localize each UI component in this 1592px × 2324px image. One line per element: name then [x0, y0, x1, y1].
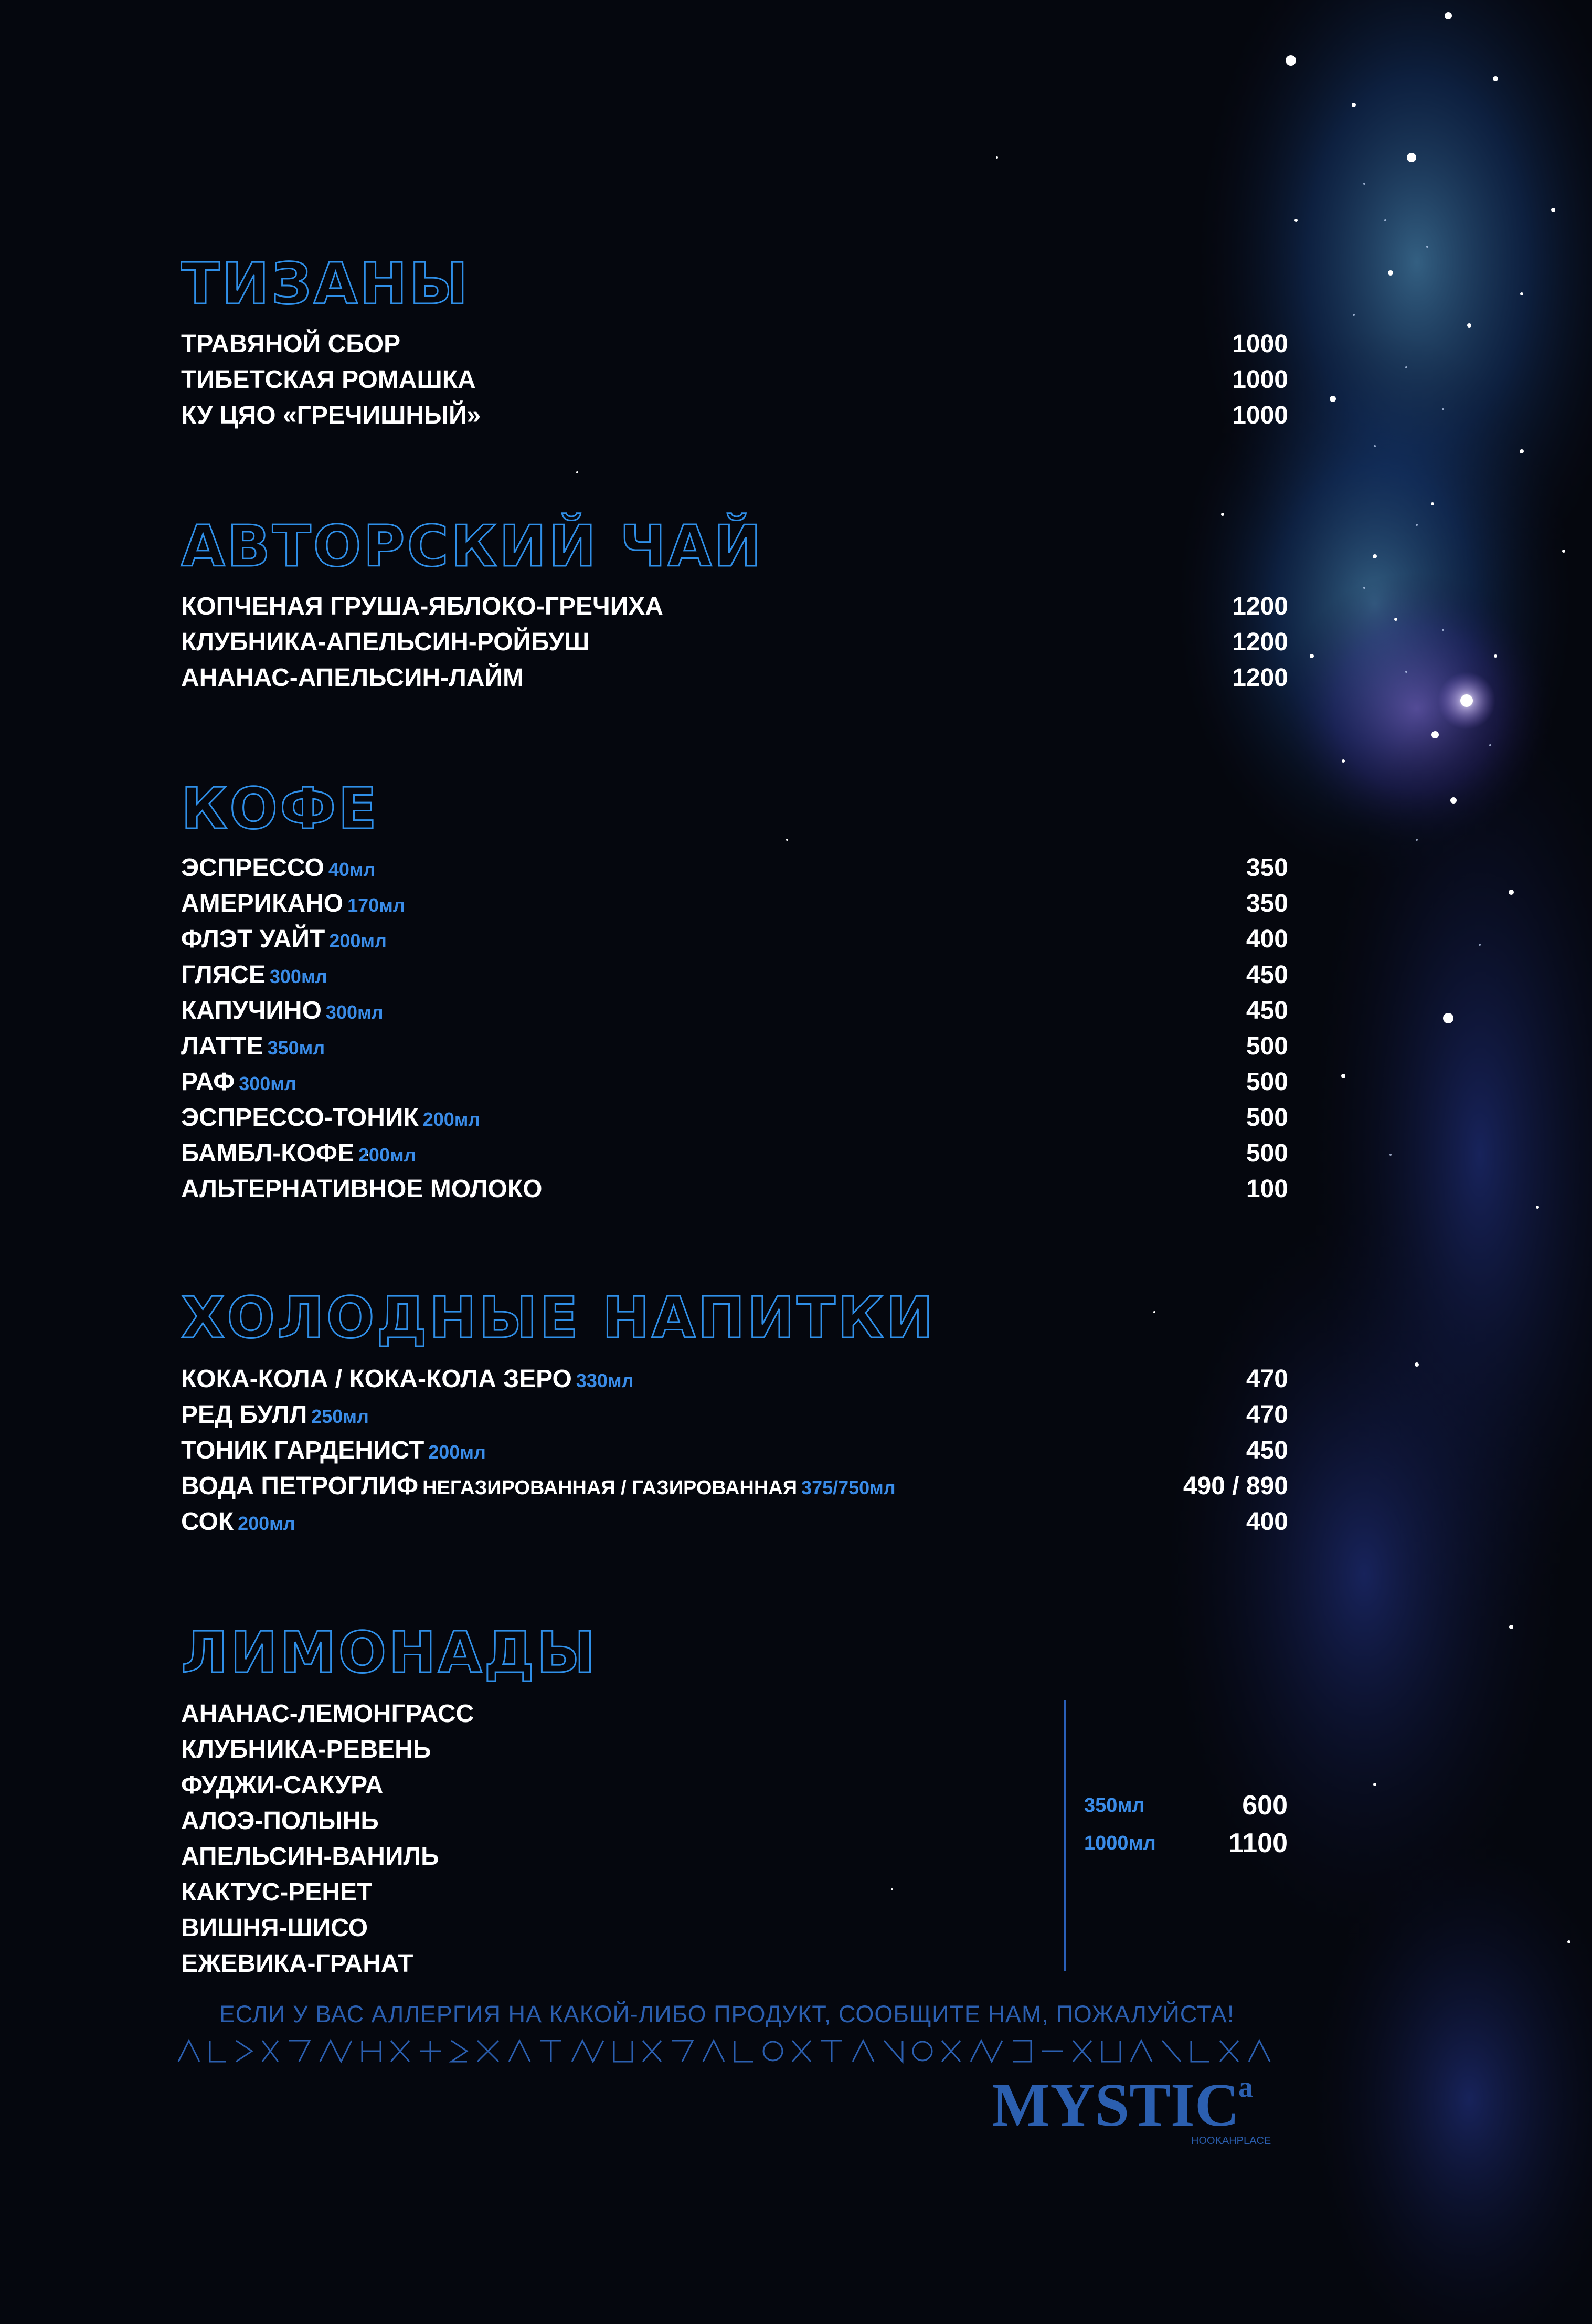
item-note: НЕГАЗИРОВАННАЯ / ГАЗИРОВАННАЯ [422, 1477, 798, 1499]
lemonade-item: КЛУБНИКА-РЕВЕНЬ [181, 1736, 431, 1763]
item-name: БАМБЛ-КОФЕ [181, 1139, 354, 1167]
menu-item [181, 398, 1288, 434]
mystica-logo [986, 2071, 1280, 2154]
item-name: ЛАТТЕ [181, 1032, 263, 1060]
item-price: 350 [1246, 854, 1288, 882]
menu-item [181, 1433, 1288, 1469]
item-name: ТОНИК ГАРДЕНИСТ [181, 1436, 424, 1464]
menu-item [181, 957, 1288, 993]
item-volume: 200мл [358, 1144, 416, 1166]
item-name: РЕД БУЛЛ [181, 1401, 307, 1429]
menu-item [181, 1029, 1288, 1064]
item-price: 1200 [1232, 628, 1288, 656]
section-title-cold-drinks: ХОЛОДНЫЕ НАПИТКИ [181, 1285, 936, 1351]
menu-item [181, 625, 1288, 660]
menu-item [181, 922, 1288, 957]
item-name: АМЕРИКАНО [181, 890, 344, 917]
menu-item [181, 1397, 1288, 1433]
menu-item [181, 326, 1288, 362]
item-name: ВОДА ПЕТРОГЛИФ [181, 1472, 419, 1500]
item-price: 450 [1246, 1436, 1288, 1464]
item-price: 470 [1246, 1401, 1288, 1429]
item-name: ФЛЭТ УАЙТ [181, 925, 325, 953]
item-volume: 200мл [329, 930, 387, 952]
lemonade-divider [1064, 1700, 1066, 1971]
menu-item [181, 362, 1288, 398]
item-name: КУ ЦЯО «ГРЕЧИШНЫЙ» [181, 402, 481, 429]
logo-text: MYSTIC [992, 2071, 1240, 2139]
menu-item [181, 1100, 1288, 1136]
item-name: ГЛЯСЕ [181, 961, 266, 989]
menu-item [181, 1504, 1288, 1540]
item-volume: 375/750мл [801, 1477, 896, 1498]
item-price: 500 [1246, 1139, 1288, 1167]
decorative-glyph-line [173, 2036, 1280, 2066]
item-price: 1200 [1232, 593, 1288, 620]
item-name: АНАНАС-АПЕЛЬСИН-ЛАЙМ [181, 664, 524, 692]
item-name: ЭСПРЕССО [181, 854, 324, 882]
lemonade-item: ВИШНЯ-ШИСО [181, 1914, 368, 1942]
menu-item [181, 660, 1288, 696]
lemonade-volume: 1000мл [1084, 1832, 1156, 1854]
menu-item [181, 1171, 1288, 1207]
section-title-lemonades: ЛИМОНАДЫ [181, 1620, 598, 1686]
item-volume: 300мл [269, 966, 327, 987]
item-volume: 300мл [239, 1073, 296, 1094]
item-name: КОКА-КОЛА / КОКА-КОЛА ЗЕРО [181, 1365, 572, 1393]
menu-item [181, 886, 1288, 922]
item-volume: 200мл [428, 1441, 486, 1463]
lemonade-volume: 350мл [1084, 1794, 1145, 1816]
item-price: 350 [1246, 890, 1288, 917]
item-price: 500 [1246, 1068, 1288, 1096]
item-volume: 250мл [311, 1406, 369, 1427]
lemonade-item: АНАНАС-ЛЕМОНГРАСС [181, 1700, 474, 1728]
item-name: ТИБЕТСКАЯ РОМАШКА [181, 366, 476, 394]
item-volume: 300мл [325, 1001, 384, 1023]
item-volume: 350мл [267, 1037, 325, 1059]
logo-superscript: a [1238, 2071, 1253, 2104]
section-title-coffee: КОФЕ [181, 776, 379, 842]
lemonade-item: ЕЖЕВИКА-ГРАНАТ [181, 1950, 413, 1978]
item-volume: 40мл [328, 859, 376, 880]
item-name: АЛЬТЕРНАТИВНОЕ МОЛОКО [181, 1175, 543, 1203]
item-name: ТРАВЯНОЙ СБОР [181, 330, 401, 358]
lemonade-item: АЛОЭ-ПОЛЫНЬ [181, 1807, 379, 1835]
menu-item [181, 993, 1288, 1029]
item-name: КОПЧЕНАЯ ГРУША-ЯБЛОКО-ГРЕЧИХА [181, 593, 663, 620]
menu-item [181, 1136, 1288, 1171]
lemonade-item: ФУДЖИ-САКУРА [181, 1771, 384, 1799]
item-price: 1000 [1232, 330, 1288, 358]
menu-item [181, 850, 1288, 886]
item-volume: 330мл [576, 1370, 634, 1391]
menu-item [181, 1361, 1288, 1397]
lemonade-price: 600 [1242, 1790, 1288, 1821]
item-price: 450 [1246, 961, 1288, 989]
item-price: 490 / 890 [1183, 1472, 1288, 1500]
menu-item [181, 1064, 1288, 1100]
item-name: ЭСПРЕССО-ТОНИК [181, 1104, 419, 1132]
logo-subtitle: HOOKAHPLACE [1191, 2135, 1271, 2147]
item-price: 1000 [1232, 402, 1288, 429]
lemonade-price: 1100 [1228, 1828, 1288, 1858]
item-name: РАФ [181, 1068, 235, 1096]
item-price: 400 [1246, 925, 1288, 953]
item-volume: 200мл [238, 1513, 295, 1534]
item-price: 500 [1246, 1104, 1288, 1132]
menu-item [181, 589, 1288, 625]
item-name: СОК [181, 1508, 234, 1536]
item-price: 500 [1246, 1032, 1288, 1060]
lemonade-item: КАКТУС-РЕНЕТ [181, 1878, 373, 1906]
item-price: 450 [1246, 997, 1288, 1024]
item-price: 1200 [1232, 664, 1288, 692]
allergy-note: ЕСЛИ У ВАС АЛЛЕРГИЯ НА КАКОЙ-ЛИБО ПРОДУКТ, СООБЩИТЕ НАМ, ПОЖАЛУЙСТА! [219, 2001, 1235, 2027]
item-volume: 170мл [347, 894, 405, 916]
item-price: 100 [1246, 1175, 1288, 1203]
section-title-tisany: ТИЗАНЫ [181, 251, 470, 317]
item-price: 1000 [1232, 366, 1288, 394]
item-price: 470 [1246, 1365, 1288, 1393]
item-name: КАПУЧИНО [181, 997, 322, 1024]
menu-item [181, 1469, 1288, 1504]
item-price: 400 [1246, 1508, 1288, 1536]
item-name: КЛУБНИКА-АПЕЛЬСИН-РОЙБУШ [181, 628, 590, 656]
item-volume: 200мл [422, 1108, 481, 1130]
section-title-author-tea: АВТОРСКИЙ ЧАЙ [181, 514, 763, 579]
lemonade-item: АПЕЛЬСИН-ВАНИЛЬ [181, 1843, 439, 1871]
